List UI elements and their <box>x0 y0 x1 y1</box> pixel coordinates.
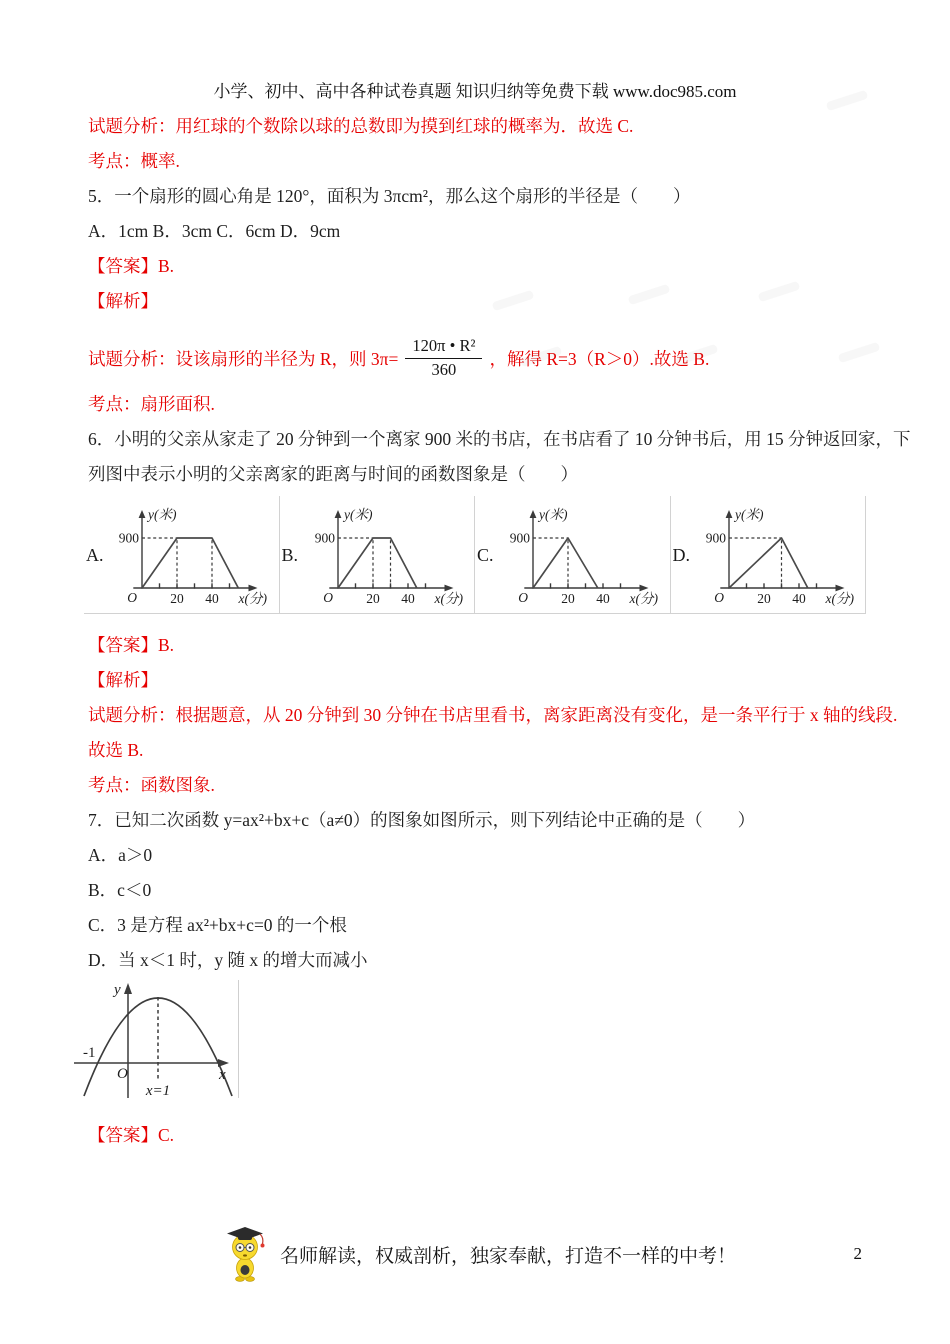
option-a-label: A. <box>86 545 104 565</box>
q5-kaodian: 考点：扇形面积. <box>88 394 215 414</box>
svg-text:y(米): y(米) <box>343 506 372 522</box>
q6-kaodian: 考点：函数图象. <box>88 775 215 795</box>
svg-text:O: O <box>713 589 724 605</box>
svg-text:900: 900 <box>705 530 726 545</box>
svg-text:40: 40 <box>791 590 806 606</box>
q6-graph-b <box>312 506 464 606</box>
q6-option-b-cell <box>280 496 476 614</box>
svg-text:20: 20 <box>170 590 184 606</box>
q5-analysis <box>88 329 862 387</box>
q6-answer: 【答案】B. <box>88 635 175 655</box>
fraction-numerator: 120π • R² <box>405 336 482 359</box>
option-c-label: C. <box>477 545 494 565</box>
q6-graph-c <box>507 506 659 606</box>
svg-text:20: 20 <box>561 590 575 606</box>
q5-analysis-pre: 试题分析：设该扇形的半径为 R，则 3π= <box>88 348 399 369</box>
q6-option-d-cell <box>671 496 867 614</box>
page-header: 小学、初中、高中各种试卷真题 知识归纳等免费下载 www.doc985.com <box>213 82 737 101</box>
svg-text:O: O <box>127 589 137 605</box>
svg-text:900: 900 <box>118 530 139 545</box>
svg-text:900: 900 <box>314 530 335 545</box>
q5-stem: 5．一个扇形的圆心角是 120°，面积为 3πcm²，那么这个扇形的半径是（ ） <box>88 186 691 206</box>
footer-slogan: 名师解读，权威剖析，独家奉献，打造不一样的中考！ <box>280 1245 737 1267</box>
svg-text:y(米): y(米) <box>734 506 763 522</box>
svg-text:40: 40 <box>596 590 610 606</box>
q7-option-a: A．a＞0 <box>88 845 153 865</box>
q5-answer: 【答案】B. <box>88 256 175 276</box>
q6-analysis-line1: 试题分析：根据题意，从 20 分钟到 30 分钟在书店里看书，离家距离没有变化，是一条平行于 x 轴的线段. <box>88 705 898 725</box>
svg-text:40: 40 <box>400 590 415 606</box>
graduate-mascot-icon <box>222 1226 268 1282</box>
q6-graph-a <box>116 506 268 606</box>
svg-text:900: 900 <box>509 530 530 545</box>
svg-text:20: 20 <box>365 590 380 606</box>
page-number: 2 <box>853 1244 862 1263</box>
figure-separator-line <box>238 980 239 1098</box>
q6-jiexi: 【解析】 <box>88 670 158 690</box>
q7-answer: 【答案】C. <box>88 1125 175 1145</box>
q5-options: A．1cm B．3cm C．6cm D．9cm <box>88 221 341 241</box>
svg-text:y: y <box>114 982 121 998</box>
svg-text:x(分): x(分) <box>825 590 854 606</box>
fraction <box>405 336 482 380</box>
svg-text:-1: -1 <box>83 1045 96 1061</box>
svg-text:x(分): x(分) <box>629 590 658 606</box>
svg-text:x: x <box>219 1067 226 1083</box>
q7-option-d: D．当 x＜1 时，y 随 x 的增大而减小 <box>88 950 368 970</box>
svg-text:O: O <box>117 1066 128 1082</box>
q7-parabola-figure <box>68 978 368 1110</box>
option-b-label: B. <box>281 545 299 565</box>
q7-option-b: B．c＜0 <box>88 880 152 900</box>
q5-analysis-post: ，解得 R=3（R＞0）.故选 B. <box>489 348 710 369</box>
svg-text:y(米): y(米) <box>539 506 568 522</box>
fraction-denominator: 360 <box>431 359 457 379</box>
q7-stem: 7．已知二次函数 y=ax²+bx+c（a≠0）的图象如图所示，则下列结论中正确的是（ ） <box>88 810 756 830</box>
svg-text:40: 40 <box>205 590 219 606</box>
svg-text:20: 20 <box>756 590 771 606</box>
q7-parabola-chart <box>68 978 248 1110</box>
q6-option-a-cell <box>84 496 280 614</box>
q6-analysis-line2: 故选 B. <box>88 740 144 760</box>
q6-stem-line2: 列图中表示小明的父亲离家的距离与时间的函数图象是（ ） <box>88 464 578 484</box>
q6-graphs-row <box>84 496 866 614</box>
q6-option-c-cell <box>475 496 671 614</box>
q7-option-c: C．3 是方程 ax²+bx+c=0 的一个根 <box>88 915 347 935</box>
q4-analysis: 试题分析：用红球的个数除以球的总数即为摸到红球的概率为．故选 C. <box>88 116 634 136</box>
q4-kaodian: 考点：概率. <box>88 151 180 171</box>
q6-stem-line1: 6．小明的父亲从家走了 20 分钟到一个离家 900 米的书店，在书店看了 10 分钟书后，用 15 分钟返回家，下 <box>88 429 911 449</box>
svg-text:y(米): y(米) <box>148 506 177 522</box>
svg-text:O: O <box>322 589 333 605</box>
q6-graph-d <box>703 506 855 606</box>
q5-jiexi: 【解析】 <box>88 291 158 311</box>
svg-text:O: O <box>518 589 528 605</box>
svg-text:x=1: x=1 <box>145 1083 171 1099</box>
svg-text:x(分): x(分) <box>238 590 267 606</box>
option-d-label: D. <box>672 545 690 565</box>
svg-text:x(分): x(分) <box>434 590 463 606</box>
page-footer <box>88 1226 862 1282</box>
